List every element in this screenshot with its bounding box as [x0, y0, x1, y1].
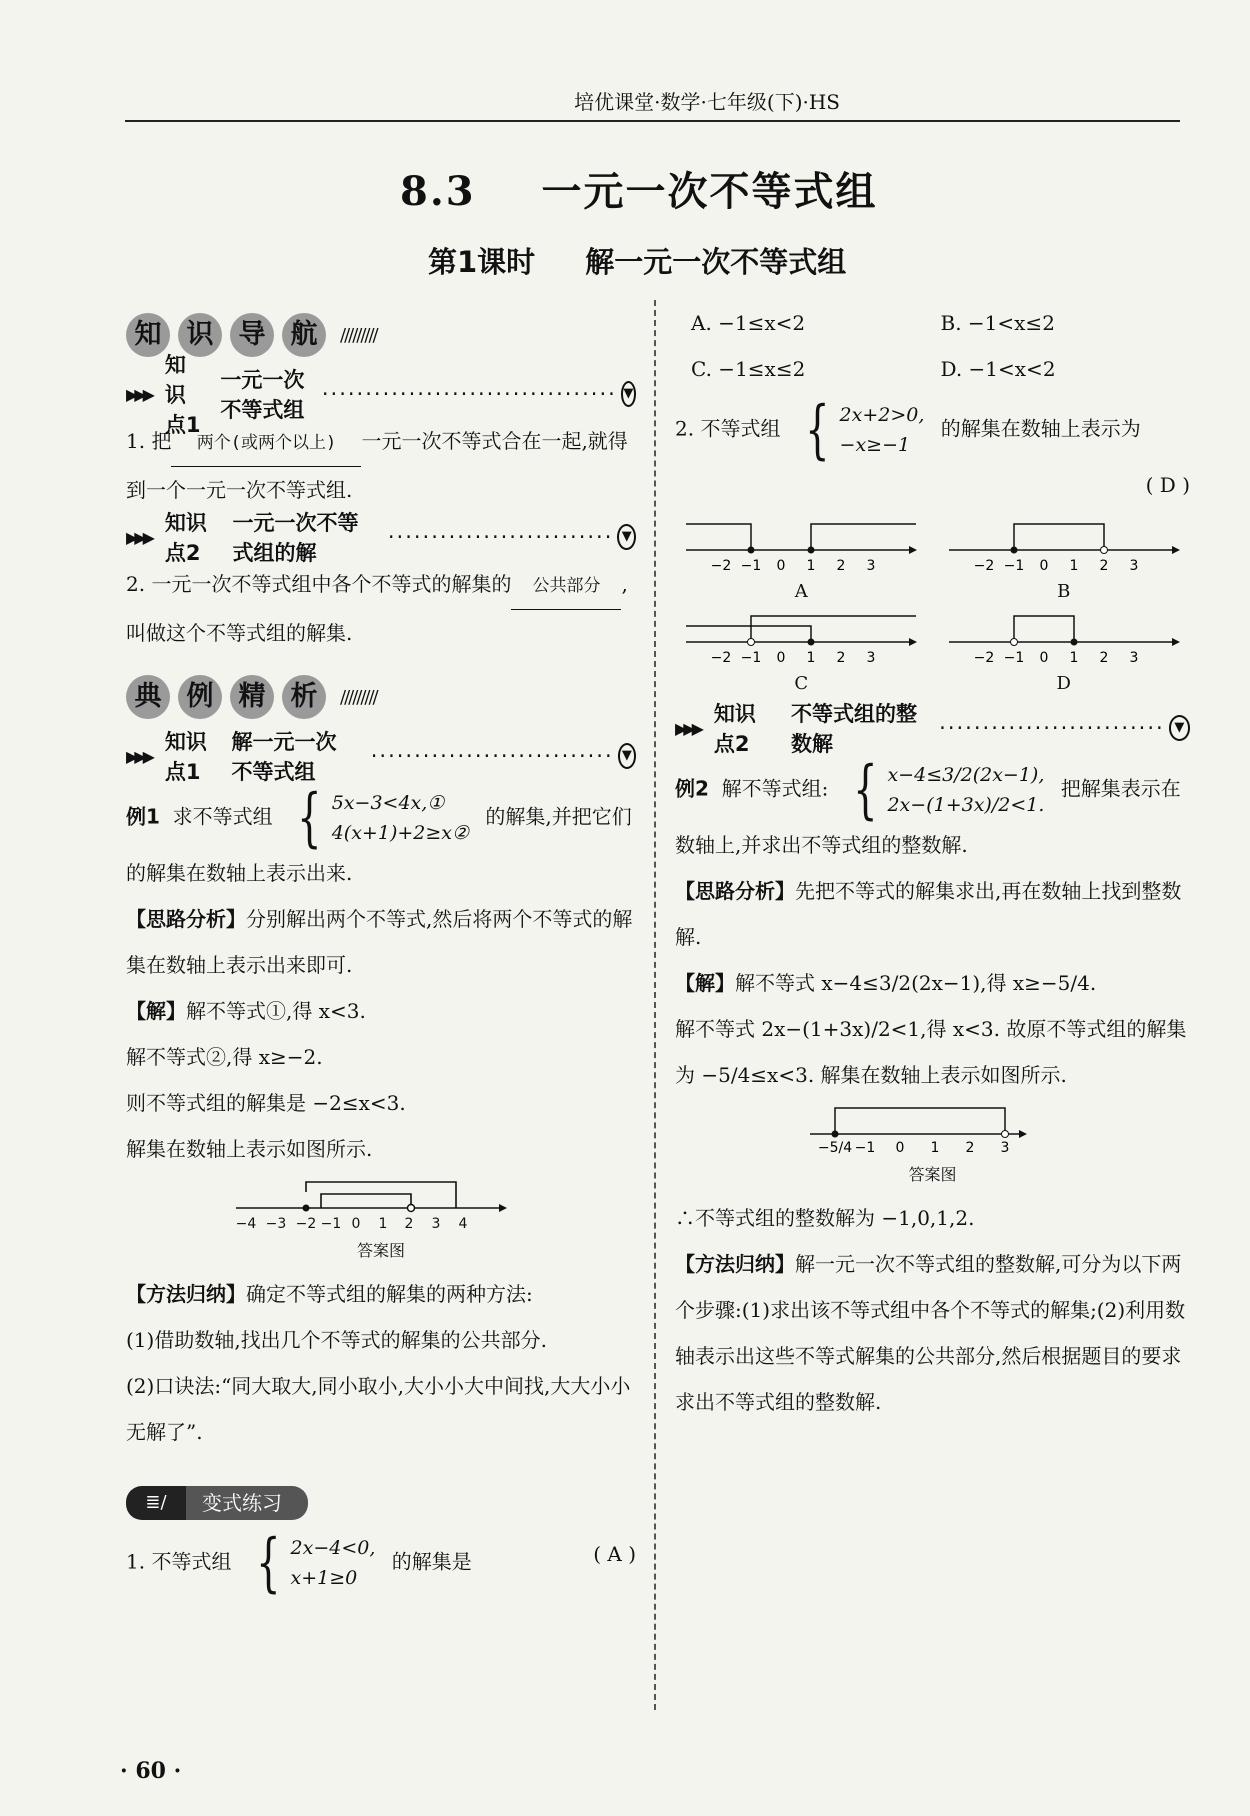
knowledge-point-1: ▶▶▶ 知识点1 一元一次不等式组 ·································· ▼ [126, 370, 636, 418]
number-line-option-d: −2 −1 0 1 2 3 D [938, 606, 1191, 694]
number-line-figure [231, 1172, 511, 1234]
option-c: C. −1≤x≤2 [691, 357, 806, 381]
example-knowledge-point-1: ▶▶▶ 知识点1 解一元一次不等式组 ···························· ▼ [126, 732, 636, 780]
svg-text:−2: −2 [710, 650, 732, 666]
svg-text:−2: −2 [973, 558, 995, 574]
inequality-system: { 5x−3<4x,① 4(x+1)+2≥x② [297, 781, 470, 855]
svg-text:1: 1 [1069, 558, 1079, 574]
svg-text:3: 3 [866, 558, 876, 574]
svg-text:2: 2 [836, 650, 846, 666]
lesson-title [428, 240, 846, 281]
svg-text:−1: −1 [1003, 558, 1025, 574]
fill-blank: 公共部分 [511, 563, 621, 610]
example-2-question: 例2 解不等式组: { x−4≤3/2(2x−1), 2x−(1+3x)/2<1. 把解集表示在数轴上,并求出不等式组的整数解. [675, 753, 1181, 857]
item-1: 1. 把 两个(或两个以上) 一元一次不等式合在一起,就得到一个一元一次不等式组. [126, 418, 636, 513]
example-1-question: 例1 求不等式组 { 5x−3<4x,① 4(x+1)+2≥x② 的解集,并把它们的解集在数轴上表示出来. [126, 781, 632, 885]
svg-text:−1: −1 [854, 1140, 876, 1156]
svg-text:3: 3 [1000, 1140, 1010, 1156]
answer-bracket: ( D ) [1145, 473, 1190, 497]
option-d: D. −1<x<2 [940, 357, 1056, 381]
svg-text:1: 1 [1069, 650, 1079, 666]
number-line-option-b: −2 −1 0 1 2 3 B [938, 514, 1191, 602]
running-header: 培优课堂·数学·七年级(下)·HS [125, 88, 1180, 122]
method-item: (2)口诀法:“同大取大,同小取小,大小小大中间找,大大小小无解了”. [126, 1374, 631, 1444]
solution-line: 解不等式 2x−(1+3x)/2<1,得 x<3. 故原不等式组的解集为 −5/4≤x<3. 解集在数轴上表示如图所示. [675, 1017, 1187, 1087]
example-1-method: 【方法归纳】确定不等式组的解集的两种方法: [126, 1282, 533, 1306]
section-title [400, 160, 878, 217]
example-1-solution: 【解】解不等式①,得 x<3. [126, 999, 366, 1023]
svg-text:−1: −1 [1003, 650, 1025, 666]
svg-text:−1: −1 [320, 1216, 342, 1232]
option-number-lines [675, 514, 1190, 694]
solution-line: 解集在数轴上表示如图所示. [126, 1137, 373, 1161]
svg-text:−5/4: −5/4 [817, 1140, 853, 1156]
chevron-down-icon: ▼ [621, 381, 636, 407]
svg-text:−1: −1 [740, 650, 762, 666]
inequality-system: { 2x−4<0, x+1≥0 [255, 1526, 376, 1600]
arrows-icon: ▶▶▶ [126, 746, 151, 766]
svg-text:2: 2 [1099, 558, 1109, 574]
section-number: 8.3 [400, 168, 476, 215]
svg-text:0: 0 [1039, 650, 1049, 666]
figure-caption: 答案图 [908, 1165, 957, 1184]
notebook-icon: ≣/ [126, 1486, 186, 1520]
svg-text:1: 1 [378, 1216, 388, 1232]
chevron-down-icon: ▼ [1169, 715, 1190, 741]
example-2-solution: 【解】解不等式 x−4≤3/2(2x−1),得 x≥−5/4. [675, 971, 1097, 995]
practice-banner: ≣/ 变式练习 [126, 1485, 308, 1521]
solution-line: 则不等式组的解集是 −2≤x<3. [126, 1091, 406, 1115]
solution-line: 解不等式②,得 x≥−2. [126, 1045, 323, 1069]
svg-text:0: 0 [1039, 558, 1049, 574]
inequality-system: { x−4≤3/2(2x−1), 2x−(1+3x)/2<1. [852, 753, 1045, 827]
svg-text:−2: −2 [710, 558, 732, 574]
question-1-options [675, 300, 1190, 392]
svg-text:1: 1 [806, 650, 816, 666]
section-name: 一元一次不等式组 [541, 168, 878, 215]
svg-text:3: 3 [431, 1216, 441, 1232]
svg-text:0: 0 [776, 558, 786, 574]
number-line-option-a: −2 −1 0 1 2 3 A [675, 514, 928, 602]
svg-text:2: 2 [965, 1140, 975, 1156]
column-divider [654, 300, 656, 1710]
number-line-option-c: −2 −1 0 1 2 3 C [675, 606, 928, 694]
page-number: · 60 · [120, 1758, 182, 1784]
arrows-icon: ▶▶▶ [675, 718, 700, 738]
example-1-analysis: 【思路分析】分别解出两个不等式,然后将两个不等式的解集在数轴上表示出来即可. [126, 907, 633, 977]
example-analysis-tag: 典 例 精 析 ///////// [126, 662, 636, 732]
svg-text:4: 4 [458, 1216, 468, 1232]
knowledge-nav-tag: 知 识 导 航 ///////// [126, 300, 636, 370]
svg-text:1: 1 [930, 1140, 940, 1156]
svg-text:3: 3 [1129, 558, 1139, 574]
result-line: ∴不等式组的整数解为 −1,0,1,2. [675, 1206, 975, 1230]
question-1: 1. 不等式组 { 2x−4<0, x+1≥0 的解集是 ( A ) [126, 1526, 636, 1600]
right-column [675, 300, 1190, 1425]
svg-text:0: 0 [895, 1140, 905, 1156]
question-2: 2. 不等式组 { 2x+2>0, −x≥−1 的解集在数轴上表示为 [675, 393, 1141, 467]
lesson-number: 第1课时 [428, 245, 536, 279]
option-b: B. −1<x≤2 [940, 311, 1055, 335]
answer-bracket: ( A ) [593, 1542, 636, 1566]
number-line-figure [805, 1098, 1035, 1158]
lesson-name: 解一元一次不等式组 [585, 245, 847, 279]
arrows-icon: ▶▶▶ [126, 384, 151, 404]
svg-text:−3: −3 [265, 1216, 287, 1232]
method-item: (1)借助数轴,找出几个不等式的解集的公共部分. [126, 1328, 548, 1352]
svg-text:0: 0 [776, 650, 786, 666]
svg-text:2: 2 [404, 1216, 414, 1232]
example-2-method: 【方法归纳】解一元一次不等式组的整数解,可分为以下两个步骤:(1)求出该不等式组中各个不等式的解集;(2)利用数轴表示出这些不等式解集的公共部分,然后根据题目的要求求出不等式组的整数解. [675, 1252, 1186, 1414]
knowledge-point-2-integer: ▶▶▶ 知识点2 不等式组的整数解 ·························· ▼ [675, 704, 1190, 752]
item-2: 2. 一元一次不等式组中各个不等式的解集的 公共部分 ,叫做这个不等式组的解集. [126, 561, 636, 656]
figure-caption: 答案图 [356, 1241, 405, 1260]
example-2-analysis: 【思路分析】先把不等式的解集求出,再在数轴上找到整数解. [675, 879, 1182, 949]
svg-text:1: 1 [806, 558, 816, 574]
chevron-down-icon: ▼ [617, 524, 636, 550]
svg-text:−2: −2 [295, 1216, 317, 1232]
svg-text:3: 3 [866, 650, 876, 666]
fill-blank: 两个(或两个以上) [171, 420, 361, 467]
option-a: A. −1≤x<2 [691, 311, 806, 335]
svg-text:0: 0 [351, 1216, 361, 1232]
knowledge-point-2: ▶▶▶ 知识点2 一元一次不等式组的解 ·························· ▼ [126, 513, 636, 561]
svg-text:−4: −4 [235, 1216, 257, 1232]
svg-text:−2: −2 [973, 650, 995, 666]
chevron-down-icon: ▼ [618, 743, 636, 769]
arrows-icon: ▶▶▶ [126, 527, 151, 547]
svg-text:2: 2 [1099, 650, 1109, 666]
inequality-system: { 2x+2>0, −x≥−1 [804, 393, 925, 467]
svg-text:−1: −1 [740, 558, 762, 574]
left-column [126, 300, 636, 1600]
svg-text:3: 3 [1129, 650, 1139, 666]
svg-text:2: 2 [836, 558, 846, 574]
